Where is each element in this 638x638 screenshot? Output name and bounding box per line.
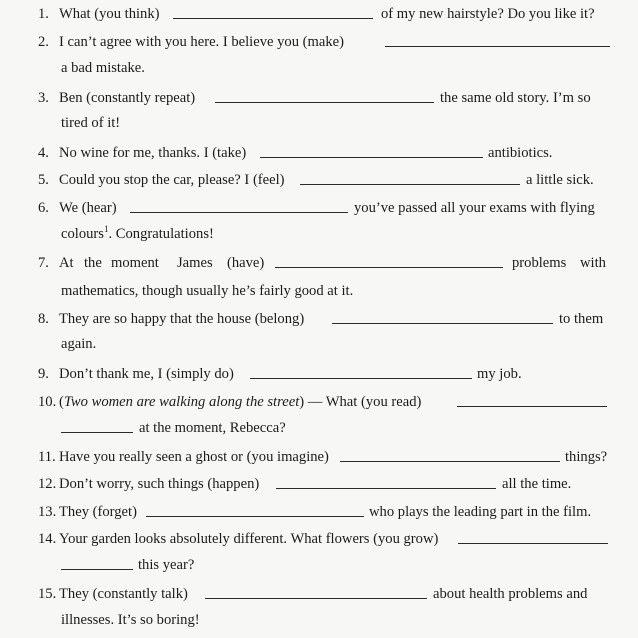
- item-continuation: all the time.: [502, 476, 572, 492]
- item-continuation: mathematics, though usually he’s fairly good at it.: [61, 283, 354, 299]
- answer-blank[interactable]: [61, 569, 133, 570]
- item-number: 5.: [38, 172, 49, 188]
- answer-blank[interactable]: [385, 46, 610, 47]
- answer-blank[interactable]: [276, 488, 496, 489]
- answer-blank[interactable]: [458, 543, 608, 544]
- item-continuation: things?: [565, 449, 608, 465]
- item-continuation: [61, 224, 214, 244]
- item-continuation: to them: [559, 311, 604, 327]
- item-continuation: at the moment, Rebecca?: [139, 420, 286, 436]
- exercise-item-14-continued: [0, 555, 638, 575]
- exercise-item-10-continued: [0, 418, 638, 438]
- exercise-item-5: [0, 170, 638, 190]
- exercise-item-15-continued: [0, 610, 638, 630]
- item-prompt: What (you think): [59, 6, 160, 22]
- exercise-item-3: [0, 88, 638, 108]
- item-number: 7.: [38, 255, 49, 271]
- exercise-item-8: [0, 309, 638, 329]
- item-number: 15.: [38, 586, 57, 602]
- exercise-item-2-continued: [0, 58, 638, 78]
- answer-blank[interactable]: [173, 18, 373, 19]
- item-word: with: [580, 255, 606, 271]
- answer-blank[interactable]: [340, 461, 560, 462]
- answer-blank[interactable]: [250, 378, 472, 379]
- item-continuation: about health problems and: [433, 586, 588, 602]
- exercise-item-11: [0, 447, 638, 467]
- answer-blank[interactable]: [205, 598, 427, 599]
- exercise-item-13: [0, 502, 638, 522]
- exercise-item-7-continued: [0, 281, 638, 301]
- item-word: the: [84, 255, 102, 271]
- paren-open: (: [59, 394, 64, 410]
- item-number: 13.: [38, 504, 57, 520]
- item-number: 2.: [38, 34, 49, 50]
- exercise-item-15: [0, 584, 638, 604]
- item-continuation: the same old story. I’m so: [440, 90, 591, 106]
- item-number: 10.: [38, 394, 57, 410]
- exercise-item-9: [0, 364, 638, 384]
- stage-direction: Two women are walking along the street: [63, 394, 300, 410]
- item-number: 12.: [38, 476, 57, 492]
- exercise-item-6-continued: [0, 224, 638, 244]
- exercise-item-3-continued: [0, 113, 638, 133]
- item-prompt: No wine for me, thanks. I (take): [59, 145, 247, 161]
- exercise-item-2: [0, 32, 638, 52]
- answer-blank[interactable]: [300, 184, 520, 185]
- item-continuation-text: . Congratulations!: [108, 226, 214, 242]
- footnoted-word: colours: [61, 226, 104, 242]
- item-continuation: again.: [61, 336, 97, 352]
- item-continuation: antibiotics.: [488, 145, 553, 161]
- item-number: 11.: [38, 449, 56, 465]
- exercise-item-14: [0, 529, 638, 549]
- item-number: 8.: [38, 311, 49, 327]
- item-number: 14.: [38, 531, 57, 547]
- item-prompt: We (hear): [59, 200, 117, 216]
- item-continuation: a little sick.: [526, 172, 594, 188]
- exercise-item-12: [0, 474, 638, 494]
- item-prompt: [59, 392, 421, 412]
- item-continuation: tired of it!: [61, 115, 121, 131]
- answer-blank[interactable]: [215, 102, 434, 103]
- item-prompt: I can’t agree with you here. I believe you (make): [59, 34, 344, 50]
- item-number: 3.: [38, 90, 49, 106]
- item-continuation: a bad mistake.: [61, 60, 145, 76]
- answer-blank[interactable]: [130, 212, 348, 213]
- item-continuation: of my new hairstyle? Do you like it?: [381, 6, 595, 22]
- item-word: At: [59, 255, 74, 271]
- item-prompt: Don’t worry, such things (happen): [59, 476, 260, 492]
- exercise-item-10: [0, 392, 638, 412]
- item-prompt: Ben (constantly repeat): [59, 90, 196, 106]
- item-number: 6.: [38, 200, 49, 216]
- item-continuation: this year?: [138, 557, 195, 573]
- answer-blank[interactable]: [260, 157, 483, 158]
- item-word: moment: [111, 255, 159, 271]
- answer-blank[interactable]: [61, 432, 133, 433]
- item-number: 9.: [38, 366, 49, 382]
- item-prompt: They are so happy that the house (belong): [59, 311, 305, 327]
- item-continuation: my job.: [477, 366, 522, 382]
- exercise-item-1: [0, 4, 638, 24]
- item-prompt: Don’t thank me, I (simply do): [59, 366, 234, 382]
- answer-blank[interactable]: [275, 267, 503, 268]
- item-continuation: you’ve passed all your exams with flying: [354, 200, 595, 216]
- footnote-marker: 1: [103, 224, 109, 235]
- exercise-item-4: [0, 143, 638, 163]
- item-word: (have): [227, 255, 265, 271]
- exercise-item-7: [0, 253, 638, 273]
- answer-blank[interactable]: [457, 406, 607, 407]
- item-word: problems: [512, 255, 567, 271]
- item-prompt: They (constantly talk): [59, 586, 188, 602]
- exercise-item-6: [0, 198, 638, 218]
- item-word: James: [177, 255, 213, 271]
- answer-blank[interactable]: [146, 516, 364, 517]
- item-number: 4.: [38, 145, 49, 161]
- item-number: 1.: [38, 6, 49, 22]
- item-continuation: illnesses. It’s so boring!: [61, 612, 200, 628]
- item-prompt: Have you really seen a ghost or (you imagine): [59, 449, 329, 465]
- exercise-item-8-continued: [0, 334, 638, 354]
- item-continuation: who plays the leading part in the film.: [369, 504, 592, 520]
- item-prompt-text: ) — What (you read): [299, 394, 422, 410]
- item-prompt: Could you stop the car, please? I (feel): [59, 172, 285, 188]
- item-prompt: They (forget): [59, 504, 137, 520]
- item-prompt: Your garden looks absolutely different. What flowers (you grow): [59, 531, 439, 547]
- answer-blank[interactable]: [332, 323, 553, 324]
